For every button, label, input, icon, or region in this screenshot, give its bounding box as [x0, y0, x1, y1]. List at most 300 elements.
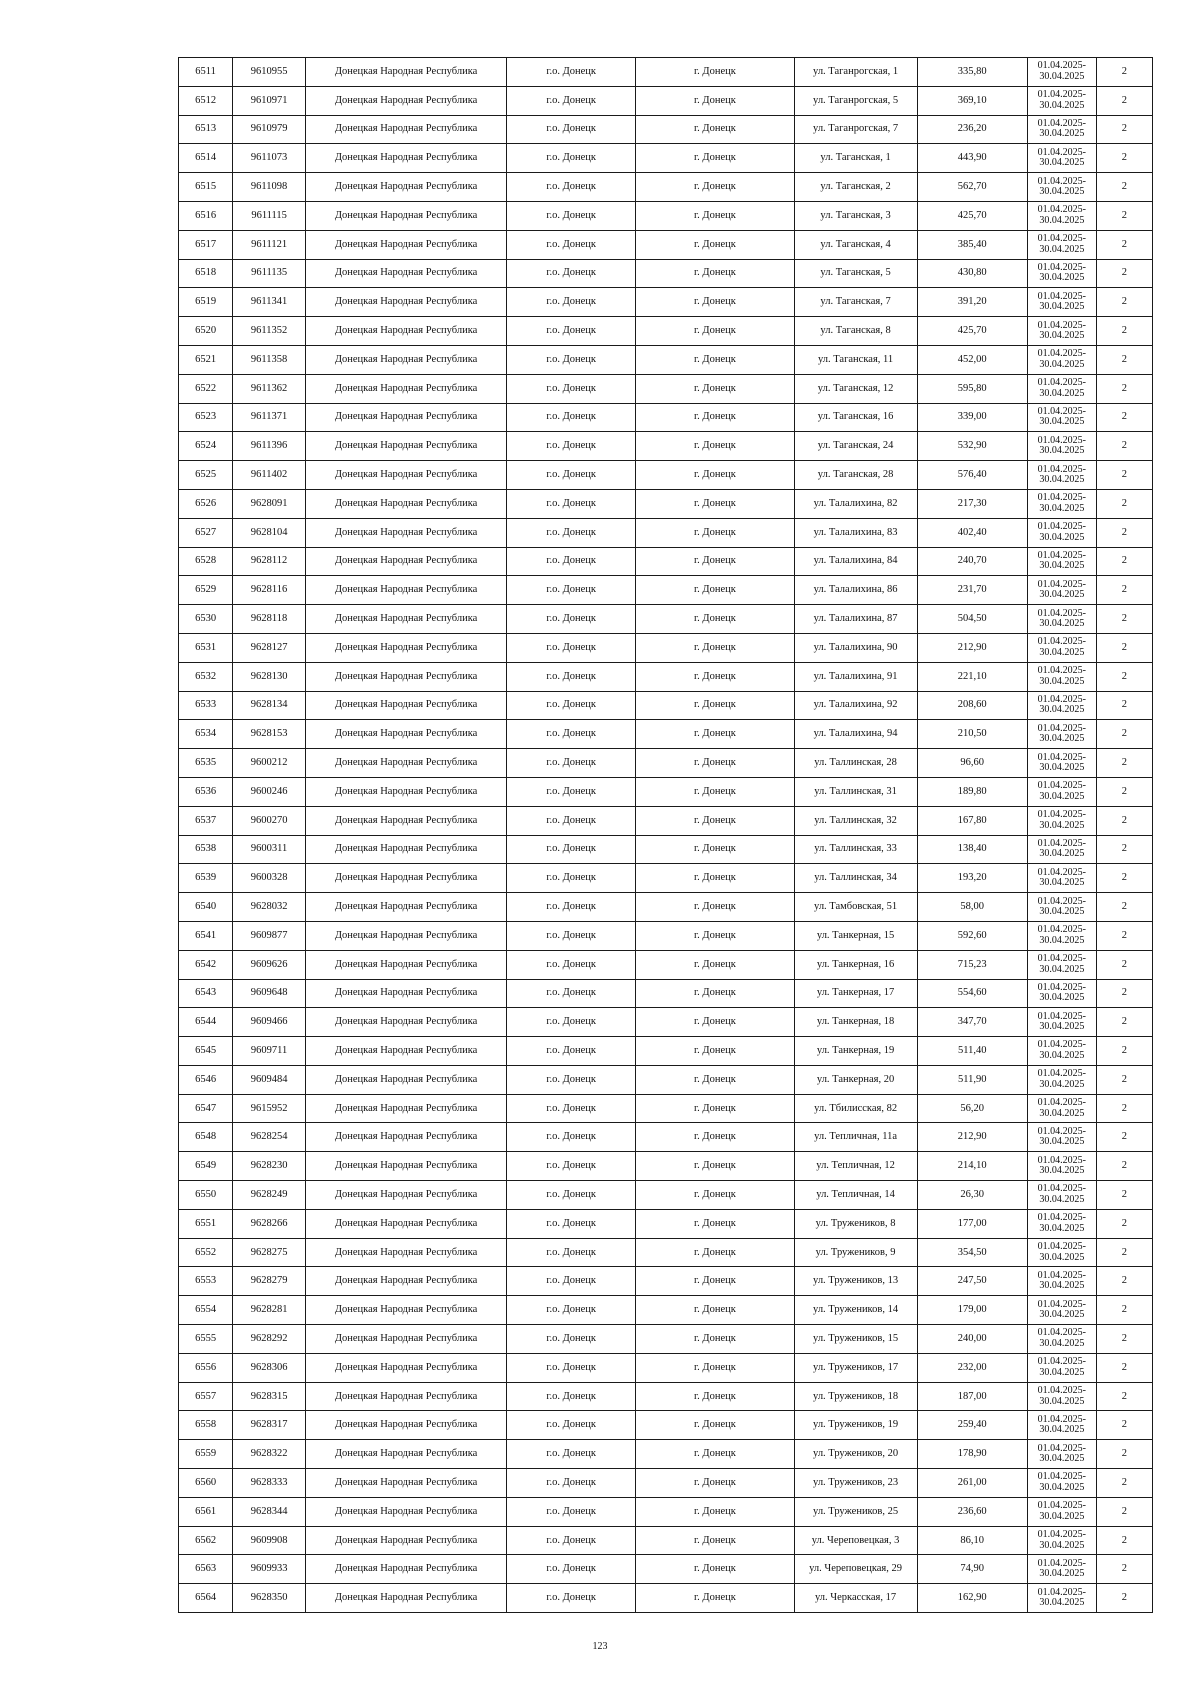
cell-city: г. Донецк	[636, 432, 794, 461]
cell-region: Донецкая Народная Республика	[306, 86, 507, 115]
cell-region: Донецкая Народная Республика	[306, 1238, 507, 1267]
cell-num: 6535	[179, 749, 233, 778]
table-row	[179, 58, 1153, 87]
table-row	[179, 633, 1153, 662]
cell-district: г.о. Донецк	[507, 633, 636, 662]
cell-num: 6524	[179, 432, 233, 461]
cell-period: 01.04.2025- 30.04.2025	[1027, 720, 1096, 749]
table-row	[179, 1440, 1153, 1469]
cell-district: г.о. Донецк	[507, 1584, 636, 1613]
cell-num: 6511	[179, 58, 233, 87]
cell-address: ул. Танкерная, 19	[794, 1037, 917, 1066]
cell-value: 2	[1096, 691, 1152, 720]
cell-value: 2	[1096, 518, 1152, 547]
cell-area: 231,70	[917, 576, 1027, 605]
table-row	[179, 1353, 1153, 1382]
cell-address: ул. Тружеников, 23	[794, 1469, 917, 1498]
cell-num: 6517	[179, 230, 233, 259]
cell-code: 9600270	[233, 806, 306, 835]
cell-num: 6520	[179, 317, 233, 346]
cell-code: 9609908	[233, 1526, 306, 1555]
cell-num: 6542	[179, 950, 233, 979]
cell-district: г.о. Донецк	[507, 893, 636, 922]
cell-num: 6558	[179, 1411, 233, 1440]
cell-area: 178,90	[917, 1440, 1027, 1469]
table-row	[179, 1584, 1153, 1613]
cell-district: г.о. Донецк	[507, 403, 636, 432]
cell-num: 6530	[179, 605, 233, 634]
cell-address: ул. Тружеников, 17	[794, 1353, 917, 1382]
cell-value: 2	[1096, 1411, 1152, 1440]
cell-address: ул. Таганская, 1	[794, 144, 917, 173]
cell-area: 96,60	[917, 749, 1027, 778]
cell-period: 01.04.2025- 30.04.2025	[1027, 806, 1096, 835]
cell-district: г.о. Донецк	[507, 1267, 636, 1296]
cell-address: ул. Тепличная, 14	[794, 1181, 917, 1210]
cell-period: 01.04.2025- 30.04.2025	[1027, 86, 1096, 115]
cell-address: ул. Танкерная, 20	[794, 1065, 917, 1094]
cell-city: г. Донецк	[636, 1181, 794, 1210]
cell-region: Донецкая Народная Республика	[306, 1094, 507, 1123]
table-row	[179, 1325, 1153, 1354]
cell-period: 01.04.2025- 30.04.2025	[1027, 1065, 1096, 1094]
cell-num: 6544	[179, 1008, 233, 1037]
cell-district: г.о. Донецк	[507, 1296, 636, 1325]
cell-value: 2	[1096, 86, 1152, 115]
cell-code: 9628317	[233, 1411, 306, 1440]
table-row	[179, 1526, 1153, 1555]
cell-value: 2	[1096, 259, 1152, 288]
cell-district: г.о. Донецк	[507, 1382, 636, 1411]
cell-region: Донецкая Народная Республика	[306, 230, 507, 259]
cell-code: 9628091	[233, 489, 306, 518]
cell-district: г.о. Донецк	[507, 230, 636, 259]
cell-address: ул. Талалихина, 87	[794, 605, 917, 634]
cell-city: г. Донецк	[636, 691, 794, 720]
table-row	[179, 950, 1153, 979]
cell-region: Донецкая Народная Республика	[306, 691, 507, 720]
cell-city: г. Донецк	[636, 489, 794, 518]
cell-period: 01.04.2025- 30.04.2025	[1027, 1296, 1096, 1325]
cell-address: ул. Таллинская, 33	[794, 835, 917, 864]
cell-code: 9628112	[233, 547, 306, 576]
cell-region: Донецкая Народная Республика	[306, 144, 507, 173]
table-row	[179, 605, 1153, 634]
table-row	[179, 1123, 1153, 1152]
cell-num: 6540	[179, 893, 233, 922]
table-row	[179, 1181, 1153, 1210]
cell-address: ул. Таганская, 28	[794, 461, 917, 490]
table-row	[179, 749, 1153, 778]
cell-value: 2	[1096, 115, 1152, 144]
table-row	[179, 864, 1153, 893]
cell-code: 9628230	[233, 1152, 306, 1181]
cell-num: 6555	[179, 1325, 233, 1354]
cell-period: 01.04.2025- 30.04.2025	[1027, 1440, 1096, 1469]
cell-city: г. Донецк	[636, 345, 794, 374]
cell-region: Донецкая Народная Республика	[306, 633, 507, 662]
cell-district: г.о. Донецк	[507, 518, 636, 547]
cell-num: 6532	[179, 662, 233, 691]
cell-num: 6526	[179, 489, 233, 518]
cell-area: 592,60	[917, 921, 1027, 950]
cell-value: 2	[1096, 345, 1152, 374]
cell-city: г. Донецк	[636, 576, 794, 605]
cell-district: г.о. Донецк	[507, 1497, 636, 1526]
cell-region: Донецкая Народная Республика	[306, 979, 507, 1008]
cell-address: ул. Таганская, 12	[794, 374, 917, 403]
cell-num: 6549	[179, 1152, 233, 1181]
cell-region: Донецкая Народная Республика	[306, 173, 507, 202]
cell-city: г. Донецк	[636, 547, 794, 576]
cell-area: 236,20	[917, 115, 1027, 144]
cell-district: г.о. Донецк	[507, 461, 636, 490]
table-row	[179, 835, 1153, 864]
table-row	[179, 1296, 1153, 1325]
cell-area: 259,40	[917, 1411, 1027, 1440]
cell-district: г.о. Донецк	[507, 1209, 636, 1238]
cell-num: 6519	[179, 288, 233, 317]
cell-period: 01.04.2025- 30.04.2025	[1027, 1526, 1096, 1555]
cell-area: 214,10	[917, 1152, 1027, 1181]
cell-district: г.о. Донецк	[507, 1555, 636, 1584]
cell-num: 6562	[179, 1526, 233, 1555]
cell-city: г. Донецк	[636, 1555, 794, 1584]
cell-address: ул. Тружеников, 9	[794, 1238, 917, 1267]
cell-region: Донецкая Народная Республика	[306, 1440, 507, 1469]
cell-address: ул. Танкерная, 16	[794, 950, 917, 979]
cell-district: г.о. Донецк	[507, 1469, 636, 1498]
cell-district: г.о. Донецк	[507, 720, 636, 749]
cell-area: 369,10	[917, 86, 1027, 115]
table-row	[179, 1382, 1153, 1411]
cell-city: г. Донецк	[636, 1526, 794, 1555]
cell-value: 2	[1096, 1037, 1152, 1066]
cell-region: Донецкая Народная Республика	[306, 345, 507, 374]
cell-region: Донецкая Народная Республика	[306, 749, 507, 778]
cell-address: ул. Таллинская, 28	[794, 749, 917, 778]
cell-code: 9611341	[233, 288, 306, 317]
cell-period: 01.04.2025- 30.04.2025	[1027, 633, 1096, 662]
cell-district: г.о. Донецк	[507, 1181, 636, 1210]
cell-region: Донецкая Народная Республика	[306, 288, 507, 317]
cell-region: Донецкая Народная Республика	[306, 605, 507, 634]
table-row	[179, 777, 1153, 806]
cell-value: 2	[1096, 288, 1152, 317]
cell-city: г. Донецк	[636, 749, 794, 778]
cell-address: ул. Таганская, 8	[794, 317, 917, 346]
cell-area: 193,20	[917, 864, 1027, 893]
cell-city: г. Донецк	[636, 921, 794, 950]
cell-code: 9611121	[233, 230, 306, 259]
cell-num: 6552	[179, 1238, 233, 1267]
cell-code: 9609484	[233, 1065, 306, 1094]
cell-city: г. Донецк	[636, 1152, 794, 1181]
cell-address: ул. Танкерная, 18	[794, 1008, 917, 1037]
cell-district: г.о. Донецк	[507, 576, 636, 605]
cell-period: 01.04.2025- 30.04.2025	[1027, 1411, 1096, 1440]
cell-period: 01.04.2025- 30.04.2025	[1027, 1008, 1096, 1037]
cell-district: г.о. Донецк	[507, 547, 636, 576]
cell-district: г.о. Донецк	[507, 777, 636, 806]
cell-value: 2	[1096, 461, 1152, 490]
cell-value: 2	[1096, 864, 1152, 893]
cell-num: 6512	[179, 86, 233, 115]
cell-period: 01.04.2025- 30.04.2025	[1027, 547, 1096, 576]
cell-code: 9610955	[233, 58, 306, 87]
cell-area: 335,80	[917, 58, 1027, 87]
cell-period: 01.04.2025- 30.04.2025	[1027, 403, 1096, 432]
cell-district: г.о. Донецк	[507, 345, 636, 374]
cell-area: 443,90	[917, 144, 1027, 173]
cell-area: 354,50	[917, 1238, 1027, 1267]
cell-value: 2	[1096, 317, 1152, 346]
cell-period: 01.04.2025- 30.04.2025	[1027, 1238, 1096, 1267]
cell-num: 6545	[179, 1037, 233, 1066]
cell-code: 9611135	[233, 259, 306, 288]
cell-period: 01.04.2025- 30.04.2025	[1027, 1209, 1096, 1238]
cell-address: ул. Танкерная, 15	[794, 921, 917, 950]
cell-value: 2	[1096, 374, 1152, 403]
cell-area: 187,00	[917, 1382, 1027, 1411]
table-row	[179, 489, 1153, 518]
cell-period: 01.04.2025- 30.04.2025	[1027, 173, 1096, 202]
cell-area: 430,80	[917, 259, 1027, 288]
table-row	[179, 403, 1153, 432]
cell-city: г. Донецк	[636, 1238, 794, 1267]
cell-period: 01.04.2025- 30.04.2025	[1027, 1555, 1096, 1584]
cell-region: Донецкая Народная Республика	[306, 58, 507, 87]
cell-period: 01.04.2025- 30.04.2025	[1027, 1094, 1096, 1123]
cell-num: 6522	[179, 374, 233, 403]
cell-value: 2	[1096, 1555, 1152, 1584]
cell-address: ул. Тамбовская, 51	[794, 893, 917, 922]
cell-district: г.о. Донецк	[507, 979, 636, 1008]
cell-code: 9628292	[233, 1325, 306, 1354]
cell-period: 01.04.2025- 30.04.2025	[1027, 662, 1096, 691]
cell-city: г. Донецк	[636, 374, 794, 403]
cell-address: ул. Танкерная, 17	[794, 979, 917, 1008]
cell-value: 2	[1096, 1497, 1152, 1526]
cell-period: 01.04.2025- 30.04.2025	[1027, 1325, 1096, 1354]
table-row	[179, 201, 1153, 230]
cell-period: 01.04.2025- 30.04.2025	[1027, 259, 1096, 288]
cell-city: г. Донецк	[636, 1325, 794, 1354]
cell-area: 532,90	[917, 432, 1027, 461]
cell-code: 9600212	[233, 749, 306, 778]
cell-period: 01.04.2025- 30.04.2025	[1027, 374, 1096, 403]
table-row	[179, 547, 1153, 576]
cell-code: 9628344	[233, 1497, 306, 1526]
cell-district: г.о. Донецк	[507, 1008, 636, 1037]
cell-period: 01.04.2025- 30.04.2025	[1027, 461, 1096, 490]
cell-address: ул. Тружеников, 8	[794, 1209, 917, 1238]
cell-district: г.о. Донецк	[507, 317, 636, 346]
cell-address: ул. Таганрогская, 5	[794, 86, 917, 115]
cell-value: 2	[1096, 950, 1152, 979]
cell-district: г.о. Донецк	[507, 201, 636, 230]
cell-period: 01.04.2025- 30.04.2025	[1027, 1382, 1096, 1411]
cell-area: 217,30	[917, 489, 1027, 518]
cell-code: 9628127	[233, 633, 306, 662]
cell-address: ул. Талалихина, 90	[794, 633, 917, 662]
cell-period: 01.04.2025- 30.04.2025	[1027, 1353, 1096, 1382]
cell-value: 2	[1096, 1382, 1152, 1411]
cell-district: г.о. Донецк	[507, 1123, 636, 1152]
table-row	[179, 893, 1153, 922]
cell-num: 6547	[179, 1094, 233, 1123]
cell-city: г. Донецк	[636, 461, 794, 490]
cell-region: Донецкая Народная Республика	[306, 1526, 507, 1555]
table-row	[179, 86, 1153, 115]
cell-address: ул. Таллинская, 34	[794, 864, 917, 893]
cell-district: г.о. Донецк	[507, 144, 636, 173]
cell-code: 9600311	[233, 835, 306, 864]
cell-address: ул. Тбилисская, 82	[794, 1094, 917, 1123]
cell-period: 01.04.2025- 30.04.2025	[1027, 576, 1096, 605]
cell-area: 425,70	[917, 317, 1027, 346]
cell-city: г. Донецк	[636, 633, 794, 662]
cell-address: ул. Талалихина, 92	[794, 691, 917, 720]
cell-value: 2	[1096, 979, 1152, 1008]
cell-area: 86,10	[917, 1526, 1027, 1555]
cell-period: 01.04.2025- 30.04.2025	[1027, 979, 1096, 1008]
cell-period: 01.04.2025- 30.04.2025	[1027, 230, 1096, 259]
cell-num: 6563	[179, 1555, 233, 1584]
cell-value: 2	[1096, 835, 1152, 864]
cell-area: 167,80	[917, 806, 1027, 835]
table-row	[179, 1555, 1153, 1584]
cell-num: 6529	[179, 576, 233, 605]
cell-value: 2	[1096, 403, 1152, 432]
cell-region: Донецкая Народная Республика	[306, 1037, 507, 1066]
cell-region: Донецкая Народная Республика	[306, 1584, 507, 1613]
cell-period: 01.04.2025- 30.04.2025	[1027, 1267, 1096, 1296]
cell-num: 6561	[179, 1497, 233, 1526]
cell-region: Донецкая Народная Республика	[306, 403, 507, 432]
cell-value: 2	[1096, 806, 1152, 835]
table-row	[179, 1209, 1153, 1238]
cell-code: 9610971	[233, 86, 306, 115]
cell-area: 261,00	[917, 1469, 1027, 1498]
cell-code: 9628275	[233, 1238, 306, 1267]
cell-address: ул. Таллинская, 31	[794, 777, 917, 806]
cell-value: 2	[1096, 1181, 1152, 1210]
cell-district: г.о. Донецк	[507, 115, 636, 144]
cell-district: г.о. Донецк	[507, 691, 636, 720]
cell-district: г.о. Донецк	[507, 173, 636, 202]
cell-code: 9628130	[233, 662, 306, 691]
cell-value: 2	[1096, 58, 1152, 87]
cell-region: Донецкая Народная Республика	[306, 547, 507, 576]
cell-address: ул. Тружеников, 15	[794, 1325, 917, 1354]
cell-city: г. Донецк	[636, 979, 794, 1008]
cell-area: 236,60	[917, 1497, 1027, 1526]
cell-num: 6513	[179, 115, 233, 144]
cell-num: 6534	[179, 720, 233, 749]
table-row	[179, 374, 1153, 403]
cell-city: г. Донецк	[636, 835, 794, 864]
cell-value: 2	[1096, 432, 1152, 461]
cell-address: ул. Черкасская, 17	[794, 1584, 917, 1613]
cell-district: г.о. Донецк	[507, 921, 636, 950]
table-row	[179, 317, 1153, 346]
table-row	[179, 720, 1153, 749]
cell-code: 9609711	[233, 1037, 306, 1066]
cell-num: 6546	[179, 1065, 233, 1094]
cell-area: 177,00	[917, 1209, 1027, 1238]
cell-code: 9628315	[233, 1382, 306, 1411]
cell-address: ул. Тружеников, 19	[794, 1411, 917, 1440]
cell-num: 6531	[179, 633, 233, 662]
cell-region: Донецкая Народная Республика	[306, 864, 507, 893]
cell-value: 2	[1096, 1008, 1152, 1037]
cell-code: 9611115	[233, 201, 306, 230]
cell-address: ул. Таганская, 5	[794, 259, 917, 288]
cell-address: ул. Таганская, 4	[794, 230, 917, 259]
cell-value: 2	[1096, 201, 1152, 230]
cell-period: 01.04.2025- 30.04.2025	[1027, 115, 1096, 144]
cell-area: 402,40	[917, 518, 1027, 547]
cell-num: 6538	[179, 835, 233, 864]
cell-city: г. Донецк	[636, 1584, 794, 1613]
cell-region: Донецкая Народная Республика	[306, 1181, 507, 1210]
cell-area: 504,50	[917, 605, 1027, 634]
cell-district: г.о. Донецк	[507, 864, 636, 893]
cell-value: 2	[1096, 1094, 1152, 1123]
table-row	[179, 921, 1153, 950]
cell-region: Донецкая Народная Республика	[306, 835, 507, 864]
cell-city: г. Донецк	[636, 403, 794, 432]
table-row	[179, 230, 1153, 259]
cell-code: 9611402	[233, 461, 306, 490]
cell-area: 221,10	[917, 662, 1027, 691]
cell-city: г. Донецк	[636, 1267, 794, 1296]
cell-period: 01.04.2025- 30.04.2025	[1027, 144, 1096, 173]
cell-district: г.о. Донецк	[507, 1440, 636, 1469]
cell-district: г.о. Донецк	[507, 1526, 636, 1555]
cell-code: 9611371	[233, 403, 306, 432]
cell-code: 9628279	[233, 1267, 306, 1296]
cell-value: 2	[1096, 1469, 1152, 1498]
cell-address: ул. Талалихина, 91	[794, 662, 917, 691]
page-number: 123	[592, 1641, 608, 1652]
cell-value: 2	[1096, 921, 1152, 950]
cell-city: г. Донецк	[636, 201, 794, 230]
table-row	[179, 1267, 1153, 1296]
cell-district: г.о. Донецк	[507, 288, 636, 317]
cell-region: Донецкая Народная Республика	[306, 1296, 507, 1325]
cell-area: 554,60	[917, 979, 1027, 1008]
cell-area: 391,20	[917, 288, 1027, 317]
cell-address: ул. Талалихина, 86	[794, 576, 917, 605]
cell-address: ул. Таганская, 24	[794, 432, 917, 461]
cell-area: 715,23	[917, 950, 1027, 979]
cell-area: 56,20	[917, 1094, 1027, 1123]
table-row	[179, 461, 1153, 490]
cell-period: 01.04.2025- 30.04.2025	[1027, 345, 1096, 374]
cell-area: 595,80	[917, 374, 1027, 403]
cell-num: 6554	[179, 1296, 233, 1325]
cell-num: 6543	[179, 979, 233, 1008]
cell-period: 01.04.2025- 30.04.2025	[1027, 201, 1096, 230]
cell-area: 179,00	[917, 1296, 1027, 1325]
cell-value: 2	[1096, 1353, 1152, 1382]
cell-area: 189,80	[917, 777, 1027, 806]
cell-city: г. Донецк	[636, 864, 794, 893]
cell-district: г.о. Донецк	[507, 1411, 636, 1440]
table-row	[179, 806, 1153, 835]
